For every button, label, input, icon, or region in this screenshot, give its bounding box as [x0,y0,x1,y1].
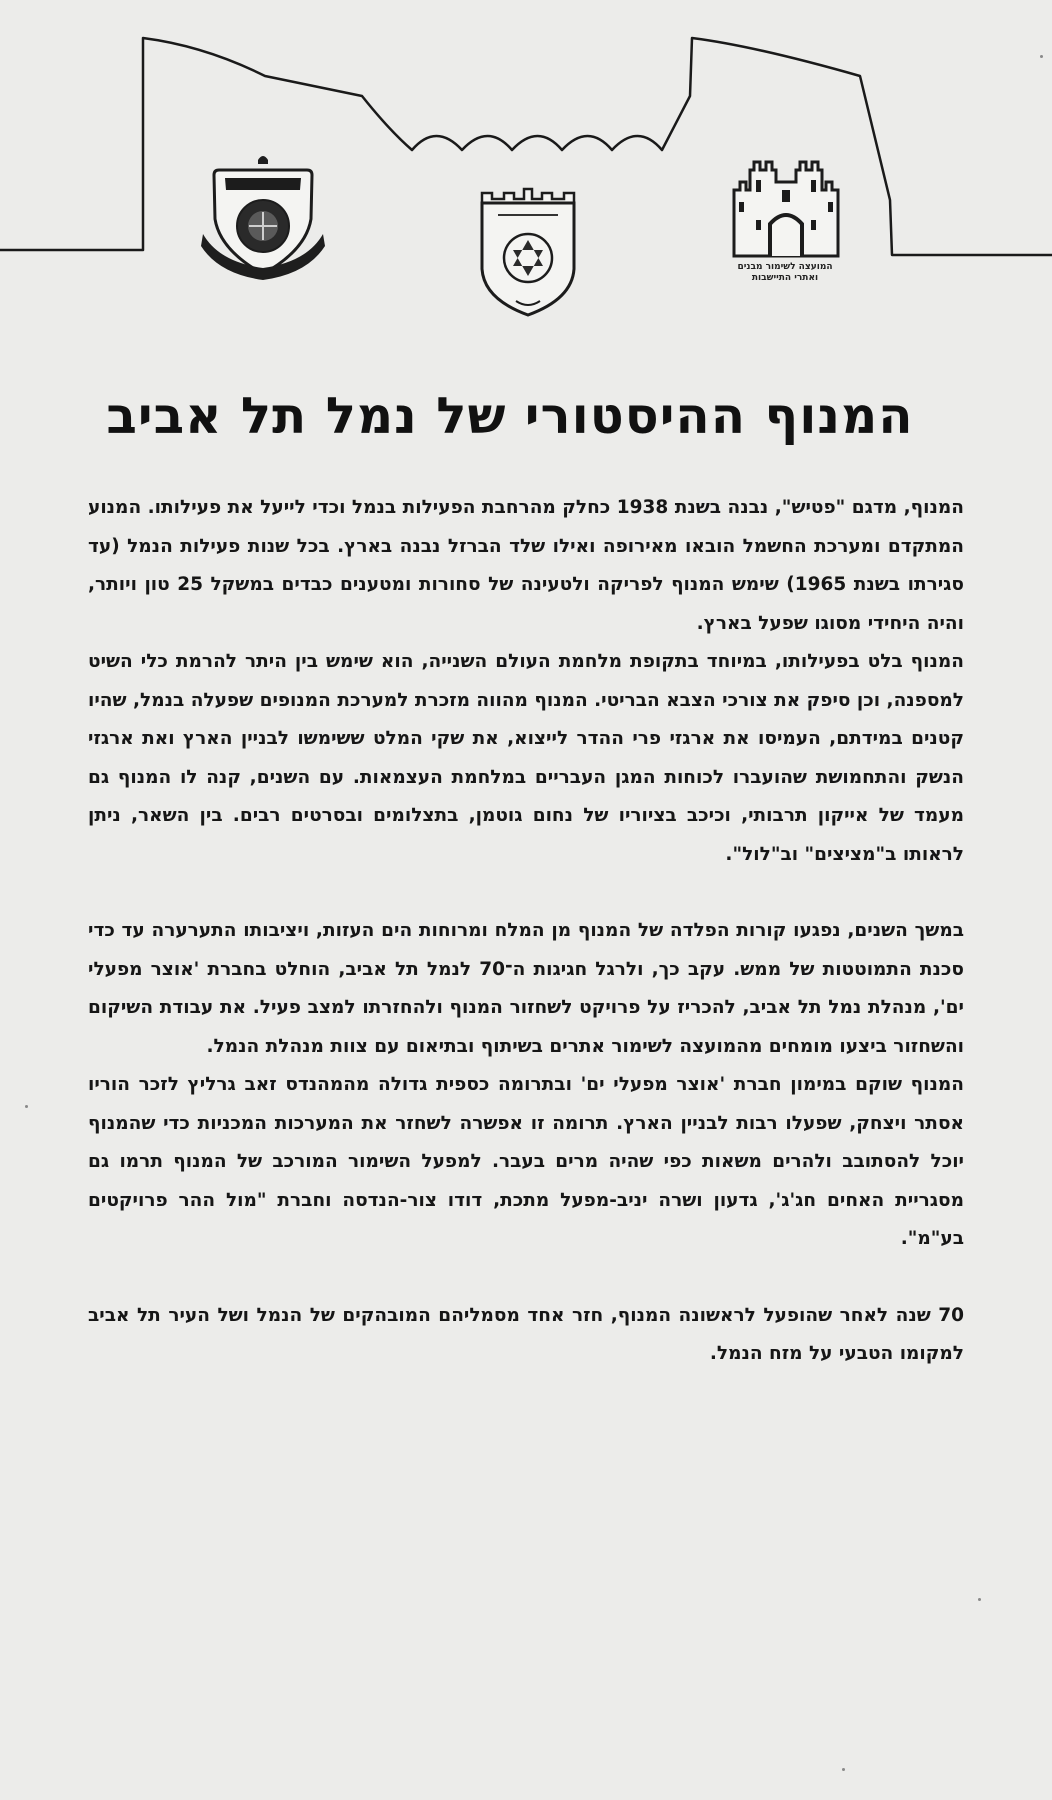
paragraph-2: המנוף בלט בפעילותו, במיוחד בתקופת מלחמת העולם השנייה, הוא שימש בין היתר להרמת כלי השיט למספנה, וכן סיפק את צורכי הצבא הבריטי. המנוף מהווה מזכרת למערכת המנופים שפעלה בנמל, שהיו קטנים במידתם, העמיסו את ארגזי פרי ההדר לייצוא, את שקי המלט ששימשו לבניין הארץ ואת ארגזי הנשק והתחמושת שהועברו לכוחות המגן העבריים במלחמת העצמאות. עם השנים, קנה לו המנוף גם מעמד של אייקון תרבותי, וכיכב בציוריו של נחום גוטמן, בתצלומים ובסרטים רבים. בין השאר, ניתן לראותו ב"מציצים" וב"לול". [88,651,964,865]
paper-speck [25,1105,28,1108]
paper-speck [1040,55,1043,58]
paper-speck [842,1768,845,1771]
paragraph-5: 70 שנה לאחר שהופעל לראשונה המנוף, חזר אחד מסמליהם המובהקים של הנמל ושל העיר תל אביב למקומו הטבעי על מזח הנמל. [88,1304,964,1364]
body-text [88,489,964,1374]
paragraph-3: במשך השנים, נפגעו קורות הפלדה של המנוף מן המלח ומרוחות הים העזות, ויציבותו התערערה עד כדי סכנת התמוטטות של ממש. עקב כך, ולרגל חגיגות ה־70 לנמל תל אביב, הוחלט בחברת 'אוצר מפעלי ים', מנהלת נמל תל אביב, להכריז על פרויקט לשחזור המנוף ולהחזרתו למצב פעיל. את עבודת השיקום והשחזור ביצעו מומחים מהמועצה לשימור אתרים בשיתוף ובתיאום עם צוות מנהלת הנמל. [88,920,964,1057]
preservation-council-caption [695,262,875,284]
caption-line-2: ואתרי התיישבות [751,273,819,283]
page-title: המנוף ההיסטורי של נמל תל אביב [106,387,914,445]
paragraph-1: המנוף, מדגם "פטיש", נבנה בשנת 1938 כחלק מהרחבת הפעילות בנמל וכדי לייעל את פעילותו. המנוע המתקדם ומערכת החשמל הובאו מאירופה ואילו שלד הברזל נבנה בארץ. בכל שנות פעילות הנמל (עד סגירתו בשנת 1965) שימש המנוף לפריקה ולטעינה של סחורות ומטענים כבדים במשקל 25 טון ויותר, והיה היחידי מסוגו שפעל בארץ. [88,497,965,634]
paragraph-4: המנוף שוקם במימון חברת 'אוצר מפעלי ים' ובתרומה כספית גדולה מהמהנדס זאב גרליץ לזכר הוריו אסתר ויצחק, שפעלו רבות לבניין הארץ. תרומה זו אפשרה לשחזר את המערכות המכניות כדי שהמנוף יוכל להסתובב ולהרים משאות כפי שהיה מרים בעבר. למפעל השימור המורכב של המנוף תרמו גם מסגריית האחים חג'ג', גדעון ושרה יניב-מפעל מתכת, דודו צור-הנדסה וחברת "מול ההר פרויקטים בע"מ". [88,1074,964,1249]
tel-aviv-yafo-emblem [482,189,574,315]
preservation-council-emblem [734,162,838,256]
tel-aviv-port-emblem [201,156,325,280]
header-art [0,0,1052,330]
caption-line-1: המועצה לשימור מבנים [737,262,833,272]
paper-speck [978,1598,981,1601]
